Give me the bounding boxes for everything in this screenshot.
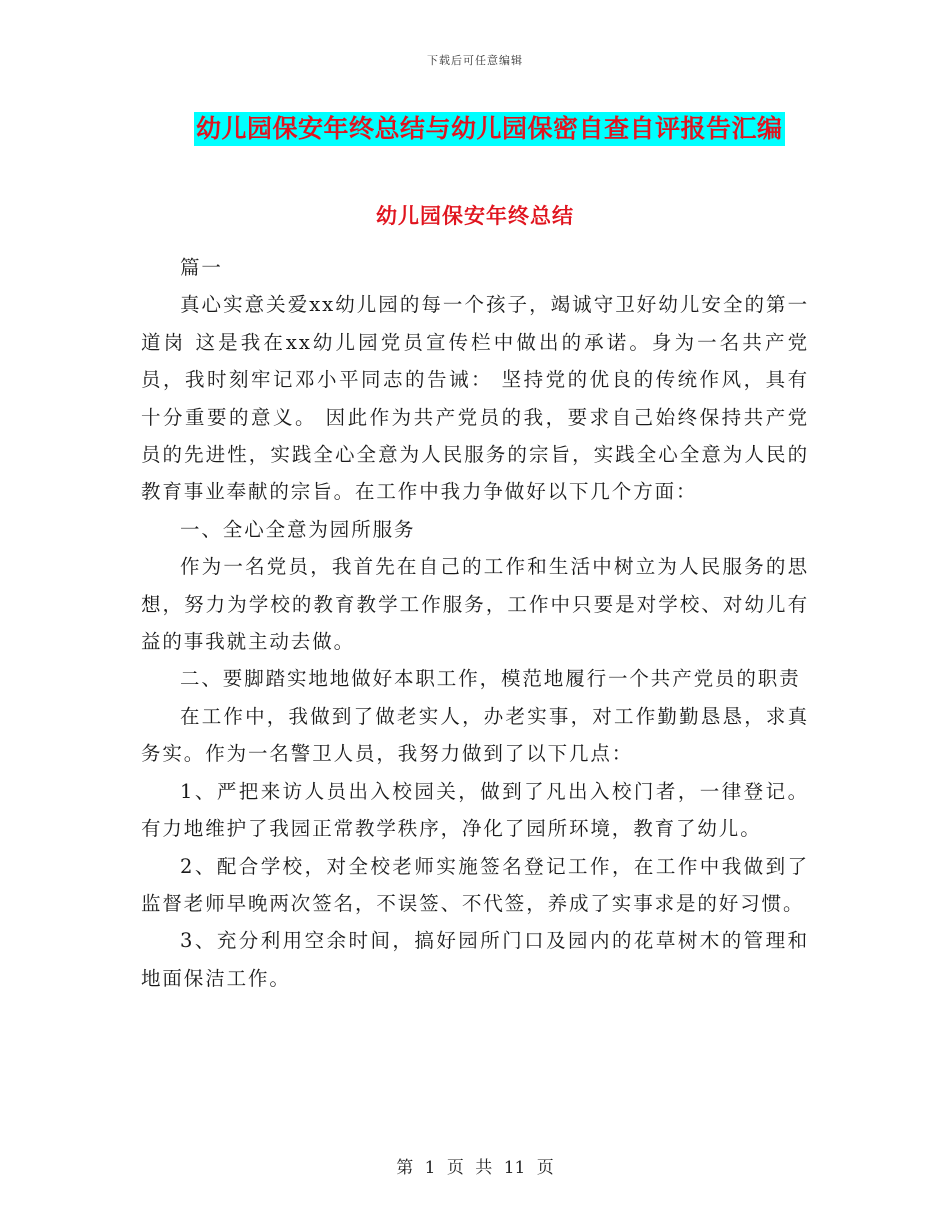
document-body	[141, 249, 809, 997]
footer-prefix: 第	[396, 1158, 414, 1178]
paragraph: 2、配合学校，对全校老师实施签名登记工作，在工作中我做到了监督老师早晚两次签名，不误签、不代签，养成了实事求是的好习惯。	[141, 854, 809, 915]
paragraph-label: 篇一	[180, 256, 223, 279]
paragraph: 1、严把来访人员出入校园关，做到了凡出入校门者，一律登记。有力地维护了我园正常教学秩序，净化了园所环境，教育了幼儿。	[141, 779, 809, 841]
paragraph: 3、充分利用空余时间，搞好园所门口及园内的花草树木的管理和地面保洁工作。	[141, 929, 809, 990]
document-title: 幼儿园保安年终总结与幼儿园保密自查自评报告汇编	[194, 112, 785, 146]
paragraph: 在工作中，我做到了做老实人，办老实事，对工作勤勤恳恳，求真务实。作为一名警卫人员，我努力做到了以下几点：	[141, 704, 809, 766]
paragraph: 真心实意关爱xx幼儿园的每一个孩子，竭诚守卫好幼儿安全的第一道岗 这是我在xx幼儿园党员宣传栏中做出的承诺。身为一名共产党员，我时刻牢记邓小平同志的告诫： 坚持党的优良的传统作风，具有十分重要的意义。 因此作为共产党员的我，要求自己始终保持共产党员的先进性，实践全心全意为人民服务的宗旨，实践全心全意为人民的教育事业奉献的宗旨。在工作中我力争做好以下几个方面：	[141, 293, 809, 504]
total-pages: 11	[503, 1158, 526, 1178]
page-number: 1	[424, 1158, 436, 1178]
page-footer	[0, 1153, 950, 1178]
section-title: 幼儿园保安年终总结	[376, 203, 574, 228]
paragraph: 作为一名党员，我首先在自己的工作和生活中树立为人民服务的思想，努力为学校的教育教学工作服务，工作中只要是对学校、对幼儿有益的事我就主动去做。	[141, 555, 809, 654]
header-note: 下载后可任意编辑	[427, 54, 523, 67]
footer-total-unit: 页	[536, 1158, 554, 1178]
paragraph-heading: 二、要脚踏实地地做好本职工作，模范地履行一个共产党员的职责	[180, 667, 801, 691]
footer-total-prefix: 共	[475, 1158, 493, 1178]
paragraph-heading: 一、全心全意为园所服务	[180, 517, 416, 541]
footer-page-unit: 页	[446, 1158, 464, 1178]
